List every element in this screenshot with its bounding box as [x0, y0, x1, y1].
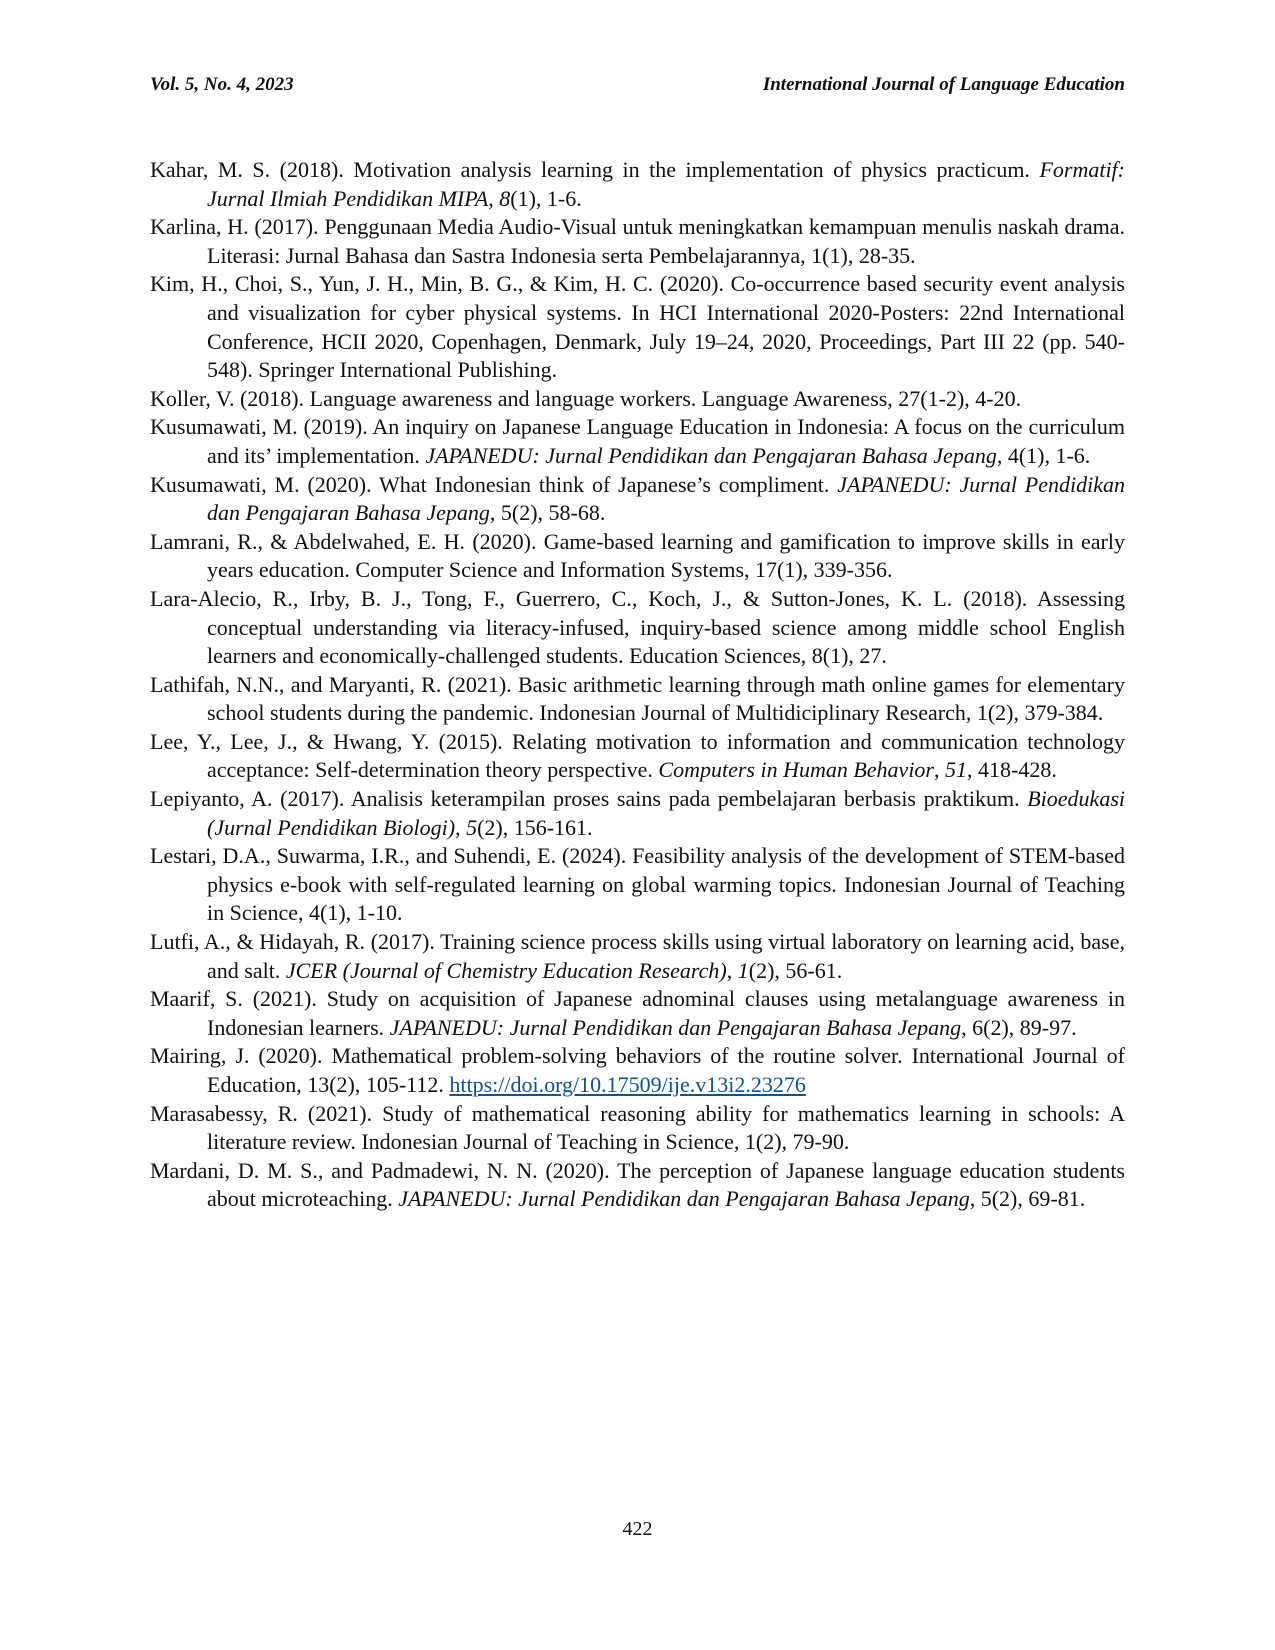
- reference-italic: JAPANEDU: Jurnal Pendidikan dan Pengajaran Bahasa Jepang: [207, 471, 1125, 526]
- volume-issue: Vol. 5, No. 4, 2023: [150, 74, 294, 95]
- journal-title: International Journal of Language Education: [762, 74, 1125, 95]
- reference-entry: [150, 528, 1125, 585]
- reference-entry: [150, 1042, 1125, 1099]
- reference-text: Mairing, J. (2020). Mathematical problem-solving behaviors of the routine solver. International Journal of Education, 13(2), 105-112.: [150, 1043, 1125, 1097]
- reference-text: Lara-Alecio, R., Irby, B. J., Tong, F., Guerrero, C., Koch, J., & Sutton-Jones, K. L. (2018). Assessing conceptual understanding via literacy-infused, inquiry-based science among middle school English learners and economically-challenged students. Education Sciences, 8(1), 27.: [150, 585, 1125, 669]
- reference-text: , 5(2), 58-68.: [489, 500, 606, 526]
- reference-entry: [150, 413, 1125, 470]
- reference-text: Maarif, S. (2021). Study on acquisition of Japanese adnominal clauses using metalanguage awareness in Indonesian learners.: [150, 986, 1125, 1040]
- page-number: 422: [622, 1518, 653, 1540]
- reference-entry: [150, 928, 1125, 985]
- reference-text: ,: [488, 185, 500, 211]
- reference-italic: Computers in Human Behavior: [658, 757, 934, 783]
- reference-text: , 418-428.: [967, 757, 1057, 783]
- reference-text: Lutfi, A., & Hidayah, R. (2017). Training science process skills using virtual laboratory on learning acid, base, and salt.: [150, 929, 1125, 983]
- reference-italic: Formatif: Jurnal Ilmiah Pendidikan MIPA: [207, 157, 1125, 211]
- reference-entry: [150, 385, 1125, 414]
- reference-text: Kim, H., Choi, S., Yun, J. H., Min, B. G., & Kim, H. C. (2020). Co-occurrence based security event analysis and visualization for cyber physical systems. In HCI International 2020-Posters: 22nd International Conference, HCII 2020, Copenhagen, Denmark, July 19–24, 2020, Proceedings, Part III 22 (pp. 540-548). Springer International Publishing.: [150, 271, 1125, 383]
- reference-list: [150, 156, 1125, 1214]
- reference-entry: [150, 985, 1125, 1042]
- reference-text: , 5(2), 69-81.: [969, 1186, 1086, 1212]
- reference-entry: [150, 471, 1125, 528]
- reference-text: Lee, Y., Lee, J., & Hwang, Y. (2015). Relating motivation to information and communication technology acceptance: Self-determination theory perspective.: [150, 728, 1125, 783]
- reference-entry: [150, 213, 1125, 270]
- reference-text: Mardani, D. M. S., and Padmadewi, N. N. (2020). The perception of Japanese language education students about microteaching.: [150, 1157, 1125, 1212]
- reference-entry: [150, 156, 1125, 213]
- reference-text: ,: [934, 757, 945, 783]
- reference-entry: [150, 270, 1125, 384]
- reference-entry: [150, 842, 1125, 928]
- reference-entry: [150, 585, 1125, 671]
- reference-text: Lestari, D.A., Suwarma, I.R., and Suhendi, E. (2024). Feasibility analysis of the development of STEM-based physics e-book with self-regulated learning on global warming topics. Indonesian Journal of Teaching in Science, 4(1), 1-10.: [150, 843, 1125, 926]
- reference-text: (1), 1-6.: [510, 185, 582, 211]
- reference-italic: JCER (Journal of Chemistry Education Research): [285, 957, 727, 983]
- doi-link[interactable]: https://doi.org/10.17509/ije.v13i2.23276: [449, 1072, 806, 1097]
- reference-entry: [150, 785, 1125, 842]
- reference-italic: 8: [499, 185, 511, 211]
- running-header: [150, 74, 1125, 96]
- reference-italic: JAPANEDU: Jurnal Pendidikan dan Pengajaran Bahasa Jepang: [389, 1014, 962, 1040]
- reference-italic: 5: [466, 814, 478, 840]
- reference-italic: Bioedukasi (Jurnal Pendidikan Biologi): [207, 786, 1125, 840]
- reference-entry: [150, 1157, 1125, 1214]
- reference-text: , 6(2), 89-97.: [961, 1014, 1077, 1040]
- reference-italic: JAPANEDU: Jurnal Pendidikan dan Pengajaran Bahasa Jepang: [425, 442, 997, 468]
- reference-text: , 4(1), 1-6.: [996, 442, 1091, 468]
- reference-text: Lamrani, R., & Abdelwahed, E. H. (2020). Game-based learning and gamification to improve skills in early years education. Computer Science and Information Systems, 17(1), 339-356.: [150, 528, 1125, 583]
- reference-text: Karlina, H. (2017). Penggunaan Media Audio-Visual untuk meningkatkan kemampuan menulis naskah drama. Literasi: Jurnal Bahasa dan Sastra Indonesia serta Pembelajarannya, 1(1), 28-35.: [150, 214, 1125, 268]
- reference-text: ,: [726, 957, 738, 983]
- reference-entry: [150, 671, 1125, 728]
- reference-text: Kusumawati, M. (2019). An inquiry on Japanese Language Education in Indonesia: A focus on the curriculum and its’ implementation.: [150, 414, 1125, 468]
- reference-italic: 51: [945, 757, 967, 783]
- reference-text: Kusumawati, M. (2020). What Indonesian think of Japanese’s compliment.: [150, 471, 838, 497]
- reference-entry: [150, 1100, 1125, 1157]
- reference-text: ,: [455, 814, 467, 840]
- reference-text: Koller, V. (2018). Language awareness and language workers. Language Awareness, 27(1-2), 4-20.: [150, 385, 1022, 411]
- reference-italic: 1: [737, 957, 749, 983]
- reference-text: Lathifah, N.N., and Maryanti, R. (2021). Basic arithmetic learning through math online games for elementary school students during the pandemic. Indonesian Journal of Multidiciplinary Research, 1(2), 379-384.: [150, 671, 1125, 726]
- reference-text: Lepiyanto, A. (2017). Analisis keterampilan proses sains pada pembelajaran berbasis praktikum.: [150, 786, 1028, 812]
- reference-text: (2), 156-161.: [477, 814, 593, 840]
- reference-text: Marasabessy, R. (2021). Study of mathematical reasoning ability for mathematics learning in schools: A literature review. Indonesian Journal of Teaching in Science, 1(2), 79-90.: [150, 1100, 1125, 1155]
- reference-text: (2), 56-61.: [748, 957, 843, 983]
- reference-text: Kahar, M. S. (2018). Motivation analysis learning in the implementation of physics practicum.: [150, 157, 1040, 182]
- reference-italic: JAPANEDU: Jurnal Pendidikan dan Pengajaran Bahasa Jepang: [398, 1186, 970, 1212]
- reference-entry: [150, 728, 1125, 785]
